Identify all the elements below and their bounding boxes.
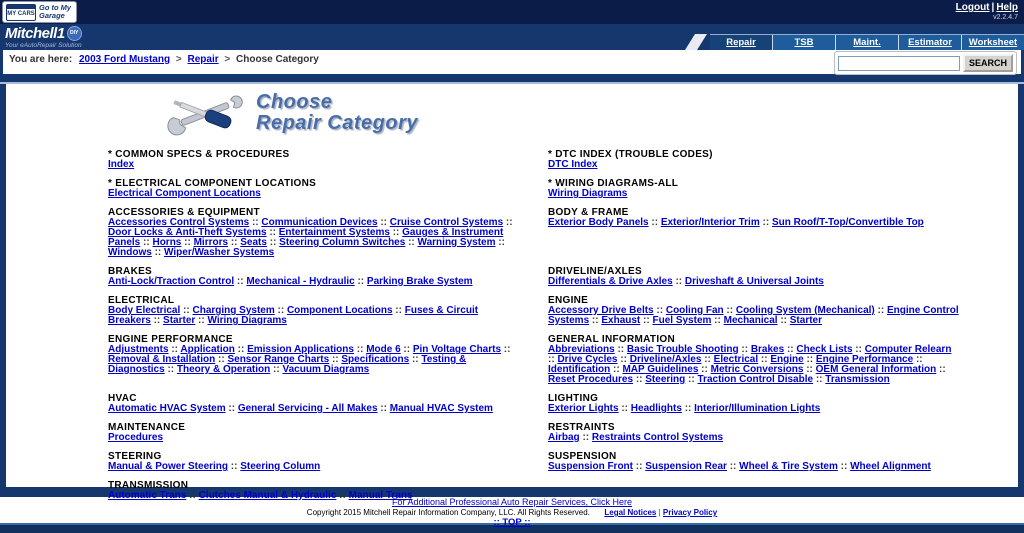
app-version: v2.2.4.7 [993,14,1018,21]
category-link[interactable]: Abbreviations [548,344,615,355]
brand-header [0,24,1024,50]
search-group [834,51,1017,75]
category-link[interactable]: Differentials & Drive Axles [548,276,673,287]
category-links [548,345,960,385]
category-link[interactable]: Headlights [630,403,682,414]
category-link[interactable]: Exterior/Interior Trim [660,217,760,228]
category-link[interactable]: Identification [548,364,611,375]
category-link[interactable]: Electrical [713,354,759,365]
category-links [108,218,520,258]
category-link[interactable]: Wheel & Tire System [739,461,838,472]
category-link[interactable]: Door Locks & Anti-Theft Systems [108,227,267,238]
link-separator: :: [936,364,946,375]
category-title: TRANSMISSION [108,480,189,491]
copyright-text: Copyright 2015 Mitchell Repair Information Company, LLC. All Rights Reserved. [306,508,590,517]
category-link[interactable]: Vacuum Diagrams [282,364,370,375]
link-separator: :: [648,217,661,228]
category-section [108,267,520,287]
category-link[interactable]: Manual Trans [348,490,413,501]
link-separator: :: [633,461,646,472]
category-link[interactable]: Drive Cycles [557,354,618,365]
diy-badge-icon: DIY [67,26,82,41]
category-links [108,433,520,443]
link-separator: :: [405,237,418,248]
link-separator: :: [181,237,194,248]
link-separator: :: [784,344,797,355]
category-link[interactable]: Component Locations [286,305,393,316]
breadcrumb-repair-link[interactable]: Repair [187,54,219,65]
help-link[interactable]: Help [996,2,1018,13]
link-separator: :: [266,227,279,238]
link-separator: :: [610,364,623,375]
category-link[interactable]: Cooling System (Mechanical) [735,305,875,316]
category-link[interactable]: Communication Devices [261,217,378,228]
category-link[interactable]: Steering [645,374,686,385]
link-separator: :: [164,364,177,375]
link-separator: :: [837,461,851,472]
link-separator: :: [501,344,511,355]
category-link[interactable]: Accessory Drive Belts [548,305,654,316]
category-section [108,335,520,385]
category-link[interactable]: Fuel System [652,315,712,326]
category-link[interactable]: Traction Control Disable [697,374,814,385]
breadcrumb [9,54,319,65]
category-link[interactable]: Airbag [548,432,580,443]
category-link[interactable]: DTC Index [548,159,598,170]
category-link[interactable]: Sensor Range Charts [227,354,330,365]
category-link[interactable]: OEM General Information [815,364,937,375]
category-section [108,179,520,199]
link-separator: :: [633,374,646,385]
link-separator: :: [589,315,602,326]
tab-maint[interactable]: Maint. [835,35,898,50]
category-links [548,462,960,472]
link-separator: :: [681,403,695,414]
category-title: ENGINE PERFORMANCE [108,334,233,345]
category-link[interactable]: Mirrors [193,237,229,248]
link-separator: :: [215,354,228,365]
category-link[interactable]: Engine Control Systems [548,305,959,326]
page-title-banner [168,92,1018,138]
category-link[interactable]: Procedures [108,432,164,443]
category-title: STEERING [108,451,162,462]
category-title: MAINTENANCE [108,422,186,433]
category-section [548,267,960,287]
logout-link[interactable]: Logout [955,2,990,13]
category-link[interactable]: Charging System [192,305,275,316]
category-section [108,150,520,170]
category-links [108,160,520,170]
link-separator: :: [234,344,248,355]
category-link[interactable]: Body Electrical [108,305,181,316]
category-link[interactable]: Exterior Body Panels [548,217,649,228]
link-separator: :: [672,276,685,287]
category-links [548,218,960,228]
link-separator: :: [711,315,724,326]
category-link[interactable]: Starter [163,315,196,326]
category-section [548,296,960,326]
category-link[interactable]: Basic Trouble Shooting [626,344,739,355]
category-link[interactable]: Starter [789,315,823,326]
breadcrumb-separator: > [224,54,231,65]
category-section [548,208,960,258]
category-link[interactable]: Application [180,344,235,355]
category-section [548,150,960,170]
category-row [108,335,1018,385]
category-title: RESTRAINTS [548,422,615,433]
tab-estimator[interactable]: Estimator [898,35,961,50]
link-separator: :: [400,344,413,355]
link-separator: :: [698,364,711,375]
category-link[interactable]: Emission Applications [247,344,354,355]
category-section [108,423,520,443]
category-link[interactable]: Mechanical [723,315,778,326]
category-section [108,208,520,258]
link-separator: :: [777,315,790,326]
category-section [548,394,960,414]
category-link[interactable]: Parking Brake System [366,276,473,287]
link-separator: :: [759,217,772,228]
category-section [108,394,520,414]
category-link[interactable]: Brakes [750,344,785,355]
category-link[interactable]: Exterior Lights [548,403,619,414]
category-link[interactable]: Check Lists [796,344,853,355]
category-link[interactable]: Suspension Rear [645,461,727,472]
category-link[interactable]: Engine [770,354,804,365]
logo-wordmark: Mitchell1 [5,25,65,42]
category-title: DRIVELINE/AXLES [548,266,642,277]
breadcrumb-vehicle-link[interactable]: 2003 Ford Mustang [78,54,171,65]
link-separator: :: [852,344,865,355]
top-utility-bar [0,0,1024,24]
mitchell1-logo [5,25,82,49]
category-link[interactable]: MAP Guidelines [622,364,699,375]
category-row [108,423,1018,443]
crossed-tools-icon [168,92,242,136]
link-separator: :: [874,305,887,316]
logo-tagline: Your eAutoRepair Solution [5,42,82,49]
link-separator: :: [186,490,199,501]
category-link[interactable]: Manual HVAC System [389,403,493,414]
link-separator: :: [409,354,422,365]
link-separator: :: [389,227,403,238]
category-link[interactable]: Wiring Diagrams [207,315,287,326]
category-section [548,452,960,472]
category-link[interactable]: Engine Performance [815,354,914,365]
tab-repair[interactable]: Repair [710,35,772,50]
link-separator: :: [234,276,247,287]
category-title: GENERAL INFORMATION [548,334,675,345]
category-link[interactable]: Horns [152,237,182,248]
link-separator: :: [140,237,153,248]
category-row [108,179,1018,199]
category-link[interactable]: Manual & Power Steering [108,461,229,472]
link-separator: :: [495,237,505,248]
diagonal-stripe-decoration [685,34,707,50]
category-title: HVAC [108,393,137,404]
category-title: * COMMON SPECS & PROCEDURES [108,149,290,160]
my-cars-plate-label: MY CARS [7,10,35,17]
breadcrumb-prefix: You are here: [9,54,73,65]
category-link[interactable]: Adjustments [108,344,169,355]
category-title: ELECTRICAL [108,295,175,306]
page-title: Choose Repair Category [256,91,418,134]
category-link[interactable]: Restraints Control Systems [591,432,724,443]
category-title: * WIRING DIAGRAMS-ALL [548,178,679,189]
privacy-policy-link[interactable]: Privacy Policy [662,508,718,517]
link-separator: :: [354,276,367,287]
category-link[interactable]: Gauges & Instrument Panels [108,227,504,248]
category-row [108,394,1018,414]
category-link[interactable]: Steering Column [240,461,321,472]
main-content [0,84,1024,501]
link-separator: :: [228,461,241,472]
category-link[interactable]: Testing & Diagnostics [108,354,467,375]
category-link[interactable]: Anti-Lock/Traction Control [108,276,235,287]
category-section [548,423,960,443]
category-row [108,296,1018,326]
link-separator: :: [353,344,367,355]
link-separator: :: [151,247,165,258]
category-links [108,277,520,287]
category-list [6,150,1018,501]
category-title: ACCESSORIES & EQUIPMENT [108,207,260,218]
category-link[interactable]: Transmission [825,374,890,385]
category-link[interactable]: Driveshaft & Universal Joints [684,276,824,287]
category-title: ENGINE [548,295,589,306]
link-separator: :: [195,315,208,326]
link-separator: :: [225,403,238,414]
toplink-divider: | [991,2,995,13]
category-link[interactable]: Seats [240,237,267,248]
link-separator: :: [618,403,631,414]
search-button[interactable]: SEARCH [963,54,1013,72]
category-section [108,296,520,326]
category-link[interactable]: Clutches Manual & Hydraulic [198,490,337,501]
link-separator: :: [758,354,771,365]
category-links [548,404,960,414]
category-link[interactable]: Cruise Control Systems [389,217,504,228]
category-links [548,306,960,326]
category-section [108,452,520,472]
link-separator: :: [150,315,164,326]
category-link[interactable]: Removal & Installation [108,354,216,365]
category-links [548,189,960,199]
link-separator: :: [640,315,653,326]
category-row [108,150,1018,170]
category-link[interactable]: Reset Procedures [548,374,634,385]
link-separator: :: [336,490,349,501]
category-links [108,306,520,326]
category-links [108,189,520,199]
go-to-my-garage-button[interactable] [2,1,77,23]
category-link[interactable]: Warning System [417,237,496,248]
link-separator: :: [503,217,513,228]
link-separator: :: [377,217,390,228]
back-to-top-link[interactable]: :: TOP :: [493,517,531,528]
link-separator: :: [548,354,558,365]
category-link[interactable]: Mode 6 [366,344,401,355]
category-section [548,179,960,199]
category-title: BRAKES [108,266,153,277]
category-section [548,335,960,385]
search-input[interactable] [838,56,960,71]
link-separator: :: [228,237,241,248]
category-link[interactable]: Mechanical - Hydraulic [246,276,355,287]
category-title: LIGHTING [548,393,599,404]
category-link[interactable]: General Servicing - All Makes [237,403,378,414]
footer-divider: | [658,508,661,517]
category-link[interactable]: Electrical Component Locations [108,188,261,199]
link-separator: :: [579,432,592,443]
category-links [548,433,960,443]
link-separator: :: [653,305,666,316]
link-separator: :: [913,354,923,365]
category-links [108,345,520,375]
link-separator: :: [270,364,283,375]
link-separator: :: [738,344,751,355]
category-link[interactable]: Specifications [341,354,410,365]
breadcrumb-current: Choose Category [236,54,319,65]
breadcrumb-bar [0,50,1024,74]
category-link[interactable]: Sun Roof/T-Top/Convertible Top [771,217,924,228]
link-separator: :: [329,354,342,365]
link-separator: :: [168,344,181,355]
link-separator: :: [701,354,714,365]
category-link[interactable]: Automatic HVAC System [108,403,226,414]
link-separator: :: [685,374,698,385]
category-link[interactable]: Automatic Trans [108,490,187,501]
additional-services-link[interactable]: For Additional Professional Auto Repair Services, Click Here [391,497,633,507]
category-link[interactable]: Entertainment Systems [278,227,390,238]
breadcrumb-separator: > [175,54,182,65]
category-link[interactable]: Theory & Operation [176,364,271,375]
link-separator: :: [180,305,193,316]
category-link[interactable]: Metric Conversions [710,364,804,375]
category-link[interactable]: Accessories Control Systems [108,217,250,228]
category-link[interactable]: Driveline/Axles [629,354,702,365]
link-separator: :: [617,354,630,365]
category-row [108,267,1018,287]
link-separator: :: [723,305,736,316]
category-link[interactable]: Pin Voltage Charts [412,344,502,355]
category-title: BODY & FRAME [548,207,629,218]
link-separator: :: [803,354,816,365]
category-link[interactable]: Fuses & Circuit Breakers [108,305,479,326]
category-row [108,452,1018,472]
content-frame-top [0,74,1024,82]
link-separator: :: [803,364,816,375]
category-links [108,462,520,472]
category-link[interactable]: Interior/Illumination Lights [694,403,821,414]
category-link[interactable]: Wiper/Washer Systems [164,247,275,258]
category-link[interactable]: Computer Relearn [864,344,952,355]
category-link[interactable]: Wiring Diagrams [548,188,628,199]
category-link[interactable]: Index [108,159,135,170]
link-separator: :: [813,374,826,385]
garage-button-label: Go to My Garage [39,3,72,20]
tab-worksheet[interactable]: Worksheet [961,35,1024,50]
main-nav-tabs [710,34,1024,50]
category-title: * ELECTRICAL COMPONENT LOCATIONS [108,178,317,189]
link-separator: :: [392,305,405,316]
category-link[interactable]: Cooling Fan [665,305,724,316]
link-separator: :: [614,344,627,355]
link-separator: :: [377,403,390,414]
category-row [108,208,1018,258]
link-separator: :: [249,217,262,228]
category-links [548,160,960,170]
category-link[interactable]: Windows [108,247,152,258]
category-link[interactable]: Steering Column Switches [279,237,406,248]
category-link[interactable]: Suspension Front [548,461,633,472]
category-link[interactable]: Exhaust [601,315,641,326]
my-cars-plate-icon [6,4,36,21]
category-links [108,404,520,414]
link-separator: :: [274,305,287,316]
legal-notices-link[interactable]: Legal Notices [604,508,657,517]
link-separator: :: [726,461,740,472]
category-title: * DTC INDEX (TROUBLE CODES) [548,149,713,160]
tab-tsb[interactable]: TSB [772,35,835,50]
category-link[interactable]: Wheel Alignment [850,461,931,472]
link-separator: :: [266,237,280,248]
category-title: SUSPENSION [548,451,617,462]
category-links [548,277,960,287]
